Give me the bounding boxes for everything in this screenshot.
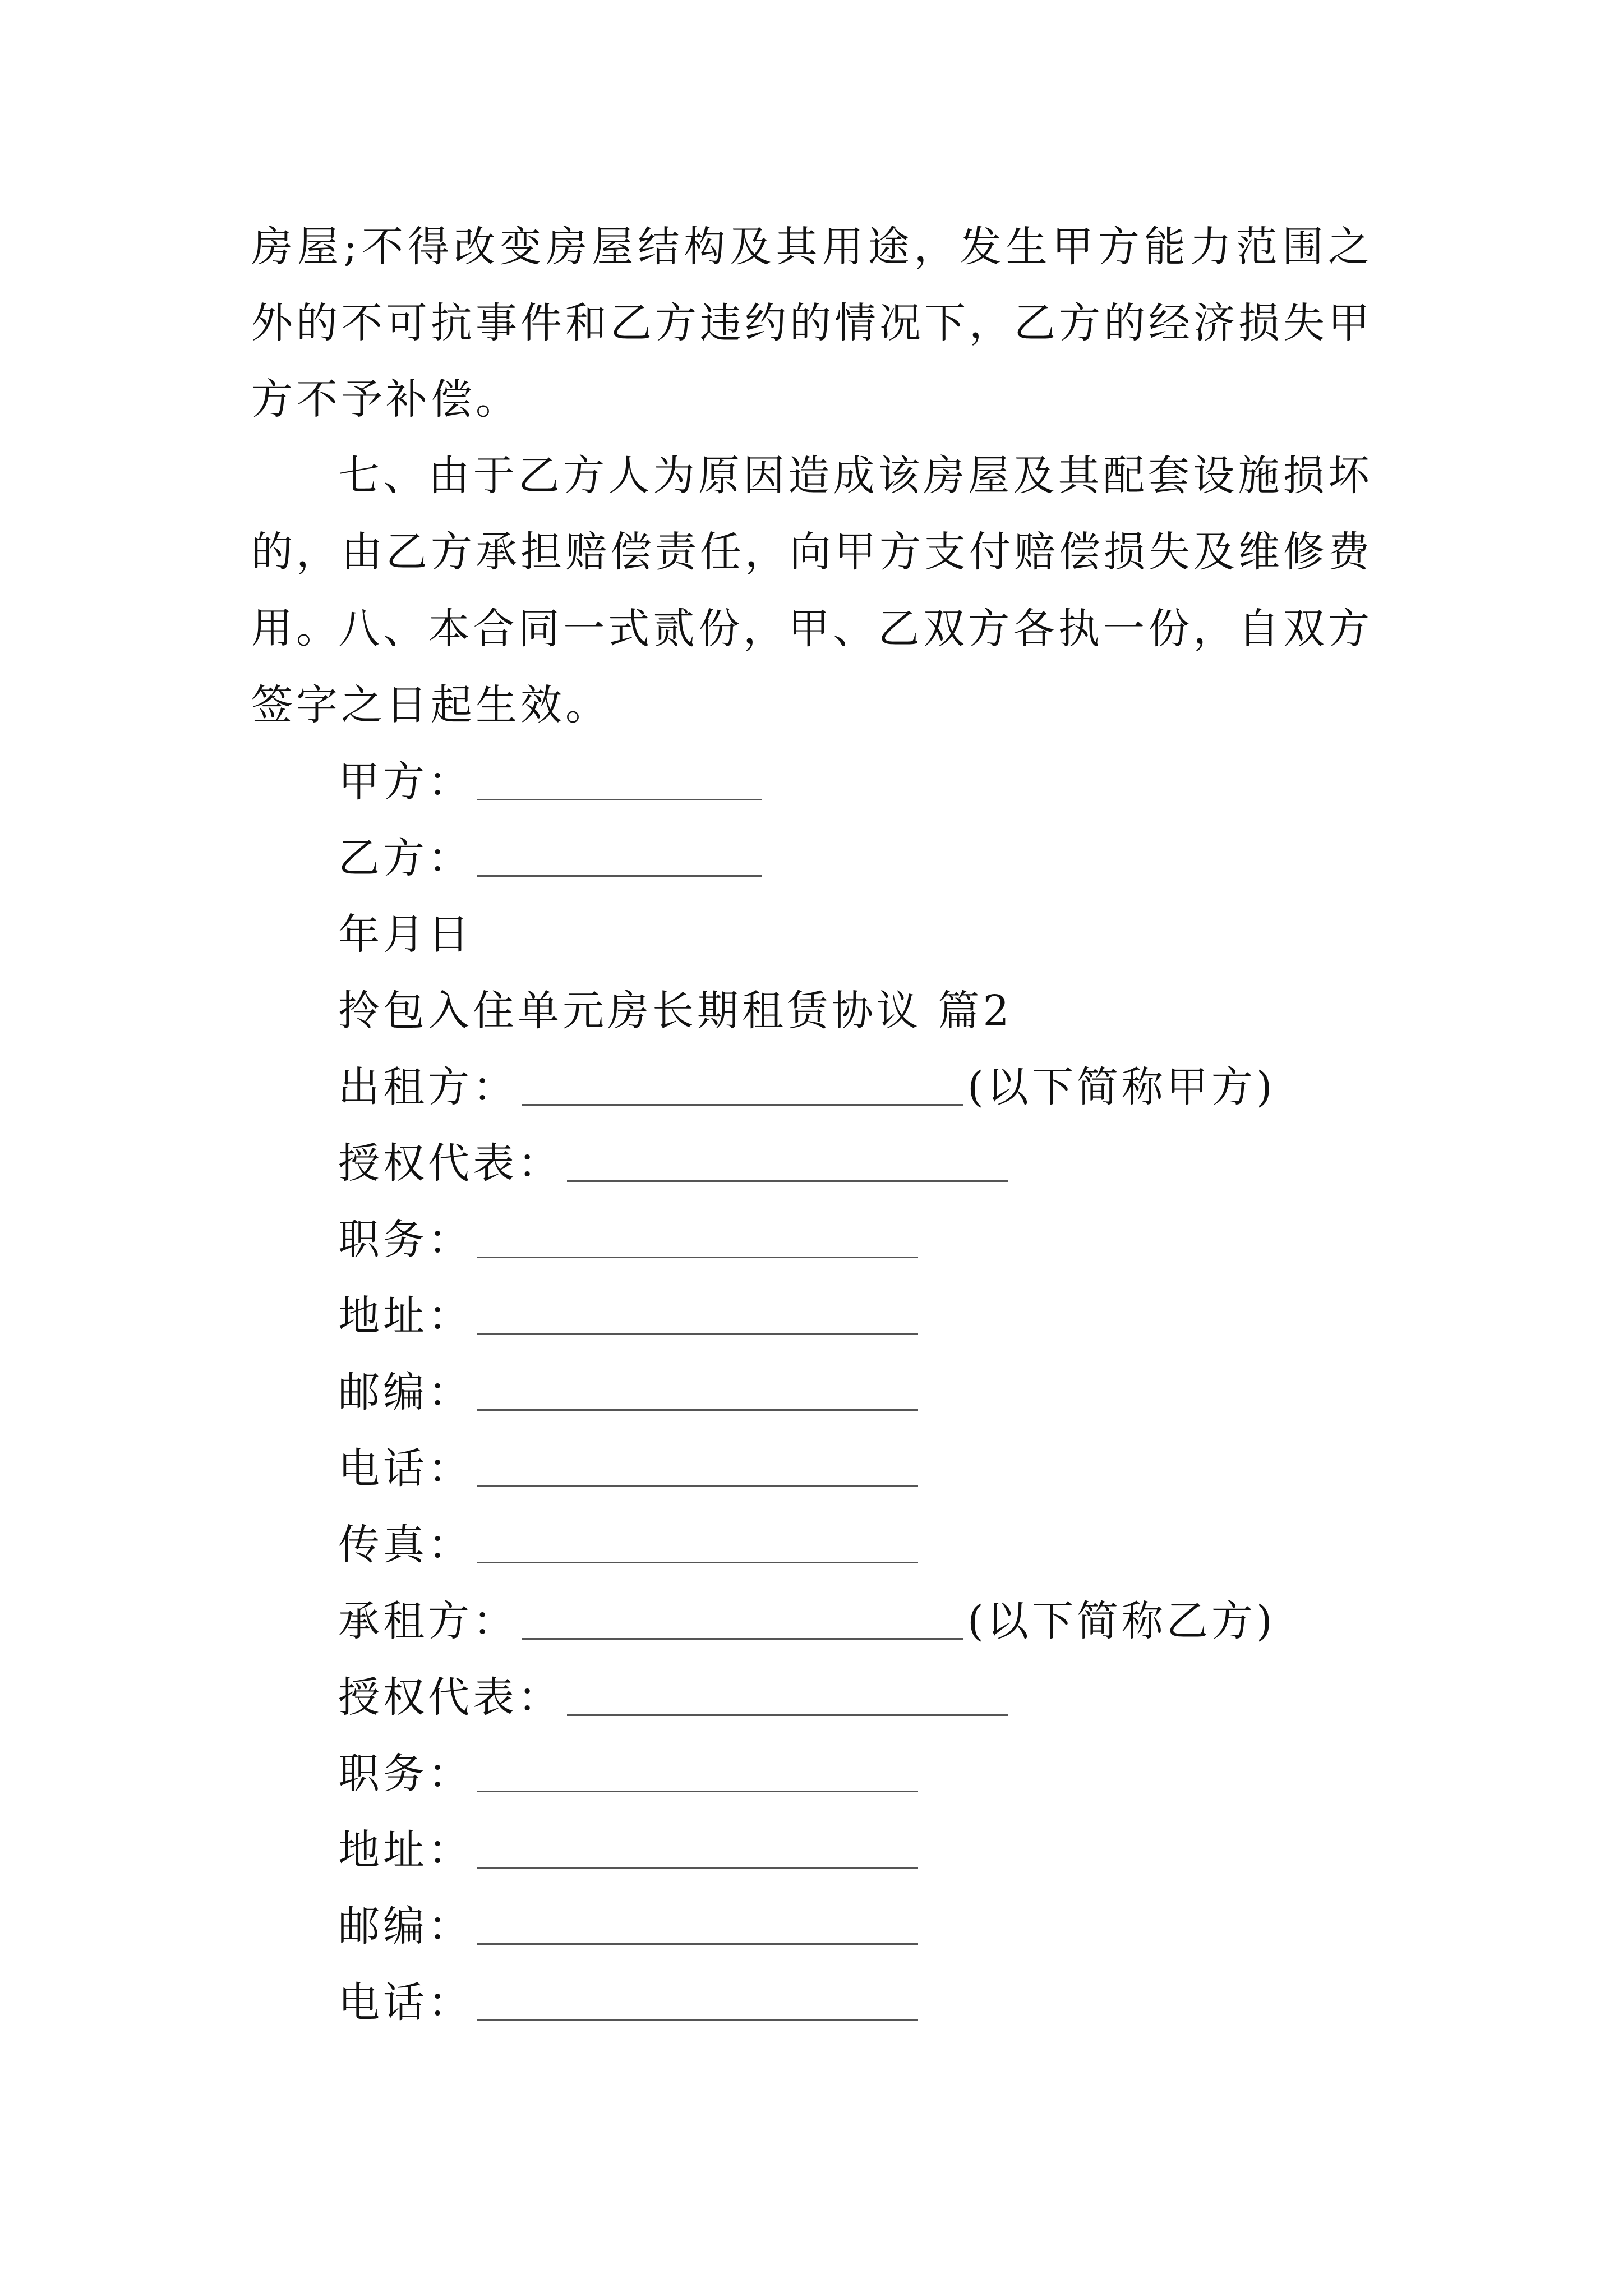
lessee-address-label: 地址： <box>338 1826 473 1874</box>
lessor-rep-blank <box>567 1125 1008 1182</box>
lessor-title-field <box>338 1202 918 1278</box>
lessor-fax-blank <box>477 1507 918 1563</box>
paragraph-clause-7: 七、由于乙方人为原因造成该房屋及其配套设施损坏的，由乙方承担赔偿责任，向甲方支付赔偿损失及维修费用。 <box>251 452 1373 652</box>
lessee-title-blank <box>477 1736 918 1792</box>
signature-party-a-label: 甲方： <box>338 758 473 806</box>
signature-party-b-blank <box>477 820 762 877</box>
signature-party-a-blank <box>477 744 762 800</box>
lessor-party-blank <box>522 1049 963 1106</box>
lessor-rep-label: 授权代表： <box>338 1139 562 1188</box>
lessee-party-suffix: (以下简称乙方) <box>967 1597 1276 1645</box>
lessee-phone-label: 电话： <box>338 1978 473 2027</box>
lessor-title-label: 职务： <box>338 1216 473 1264</box>
lessee-title-field <box>338 1736 918 1812</box>
lessee-rep-field <box>338 1659 1008 1736</box>
lessor-phone-label: 电话： <box>338 1444 473 1493</box>
lessor-postcode-field <box>338 1354 918 1430</box>
lessee-party-label: 承租方： <box>338 1597 518 1645</box>
lessee-postcode-label: 邮编： <box>338 1902 473 1950</box>
section-title: 拎包入住单元房长期租赁协议 篇2 <box>338 987 1013 1035</box>
lessor-phone-field <box>338 1430 918 1507</box>
lessor-phone-blank <box>477 1430 918 1487</box>
lessee-postcode-field <box>338 1888 918 1964</box>
date-line: 年月日 <box>338 910 473 959</box>
lessor-title-blank <box>477 1202 918 1258</box>
lessor-rep-field <box>338 1125 1008 1202</box>
lessee-party-blank <box>522 1583 963 1640</box>
paragraph-continuation: 房屋;不得改变房屋结构及其用途，发生甲方能力范围之外的不可抗事件和乙方违约的情况下，乙方的经济损失甲方不予补偿。 <box>251 223 1373 424</box>
lessor-party-field <box>338 1049 1276 1125</box>
signature-party-a <box>338 744 762 820</box>
lessee-address-field <box>338 1812 918 1888</box>
lessor-postcode-label: 邮编： <box>338 1368 473 1416</box>
lessee-postcode-blank <box>477 1888 918 1945</box>
lessee-rep-blank <box>567 1659 1008 1716</box>
lessor-party-label: 出租方： <box>338 1063 518 1111</box>
signature-party-b <box>338 820 762 896</box>
lessee-party-field <box>338 1583 1276 1659</box>
lessor-address-blank <box>477 1278 918 1335</box>
lessee-phone-blank <box>477 1964 918 2021</box>
lessor-fax-field <box>338 1507 918 1583</box>
lessee-rep-label: 授权代表： <box>338 1673 562 1722</box>
lessee-address-blank <box>477 1812 918 1869</box>
lessor-party-suffix: (以下简称甲方) <box>967 1063 1276 1111</box>
signature-party-b-label: 乙方： <box>338 834 473 882</box>
lessee-title-label: 职务： <box>338 1750 473 1798</box>
lessor-postcode-blank <box>477 1354 918 1411</box>
lessor-address-field <box>338 1278 918 1354</box>
lessee-phone-field <box>338 1964 918 2041</box>
paragraph-clause-8: 八、本合同一式贰份，甲、乙双方各执一份，自双方签字之日起生效。 <box>251 605 1373 729</box>
lessor-address-label: 地址： <box>338 1292 473 1340</box>
lessor-fax-label: 传真： <box>338 1521 473 1569</box>
